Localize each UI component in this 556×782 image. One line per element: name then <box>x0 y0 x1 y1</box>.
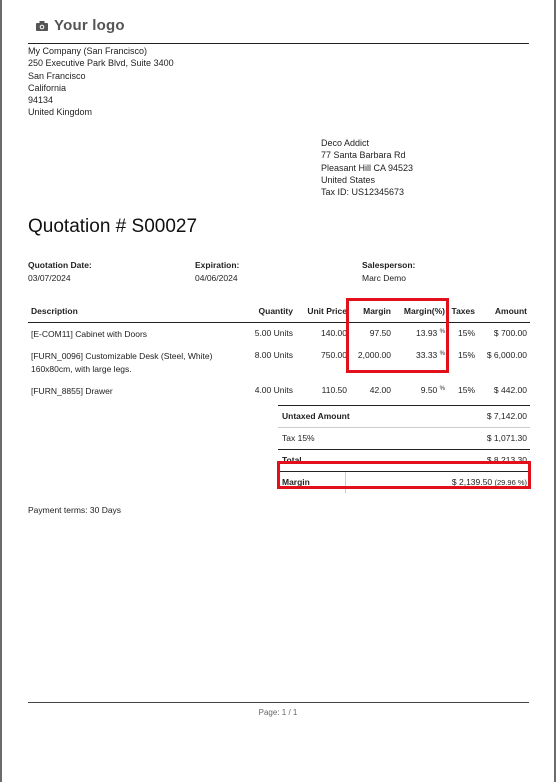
logo-text: Your logo <box>54 17 125 34</box>
company-logo <box>36 17 125 34</box>
company-city: San Francisco <box>28 70 86 81</box>
expiration-label: Expiration: <box>195 260 240 270</box>
salesperson-value: Marc Demo <box>362 273 406 283</box>
margin-total-highlight <box>277 461 531 489</box>
company-name: My Company (San Francisco) <box>28 46 148 56</box>
salesperson-block <box>362 259 415 285</box>
line-unit-price: 110.50 <box>321 385 347 395</box>
margin-columns-highlight <box>346 298 449 373</box>
customer-city: Pleasant Hill CA 94523 <box>321 162 414 173</box>
line-unit-price: 750.00 <box>321 350 347 360</box>
tax-value: $ 1,071.30 <box>370 428 530 450</box>
line-margin: 42.00 <box>369 385 391 395</box>
page-title: Quotation # S00027 <box>28 216 198 237</box>
table-row <box>28 323 530 346</box>
line-margin-percent: 33.33 % <box>416 350 445 360</box>
line-taxes: 15% <box>457 350 475 360</box>
customer-street: 77 Santa Barbara Rd <box>321 150 406 161</box>
margin-value: $ 2,139.50 (29.96 %) <box>346 472 531 494</box>
customer-tax-id: Tax ID: US12345673 <box>321 187 405 198</box>
column-header: Margin <box>350 304 394 323</box>
customer-address <box>321 137 413 198</box>
column-header: Amount <box>478 304 530 323</box>
untaxed-label: Untaxed Amount <box>278 406 370 428</box>
table-row <box>28 345 530 380</box>
column-header: Taxes <box>448 304 478 323</box>
table-header-row <box>28 304 530 323</box>
company-address <box>28 45 174 119</box>
customer-name: Deco Addict <box>321 138 370 148</box>
total-label: Total <box>278 450 370 472</box>
total-value: $ 8,213.30 <box>370 450 530 472</box>
column-header: Description <box>28 304 246 323</box>
line-margin-percent: 13.93 % <box>416 328 445 338</box>
line-taxes: 15% <box>457 328 475 338</box>
tax-row <box>278 428 530 450</box>
line-description: [FURN_0096] Customizable Desk (Steel, White) 160x80cm, with large legs. <box>31 351 213 374</box>
order-lines-table <box>28 304 530 402</box>
untaxed-row <box>278 406 530 428</box>
header-divider <box>28 43 529 44</box>
expiration-block <box>195 259 239 285</box>
margin-label: Margin <box>278 472 346 494</box>
untaxed-value: $ 7,142.00 <box>370 406 530 428</box>
line-margin: 2,000.00 <box>357 350 391 360</box>
column-header: Margin(%) <box>394 304 448 323</box>
company-state: California <box>28 82 67 93</box>
company-street: 250 Executive Park Blvd, Suite 3400 <box>28 58 174 69</box>
line-margin-percent: 9.50 % <box>420 385 445 395</box>
line-description: [E-COM11] Cabinet with Doors <box>31 329 148 339</box>
line-description: [FURN_8855] Drawer <box>31 386 113 396</box>
page-number: Page: 1 / 1 <box>258 708 298 717</box>
salesperson-label: Salesperson: <box>362 260 416 270</box>
quotation-date-value: 03/07/2024 <box>28 273 71 283</box>
footer-divider <box>28 702 529 703</box>
tax-label: Tax 15% <box>278 428 370 450</box>
line-unit-price: 140.00 <box>321 328 347 338</box>
company-zip: 94134 <box>28 95 54 106</box>
payment-terms: Payment terms: 30 Days <box>28 505 122 515</box>
quotation-date-block <box>28 259 92 285</box>
line-quantity: 8.00 Units <box>254 350 293 360</box>
column-header: Quantity <box>246 304 296 323</box>
line-amount: $ 700.00 <box>493 328 527 338</box>
page-border-left <box>0 0 2 782</box>
line-quantity: 5.00 Units <box>254 328 293 338</box>
line-amount: $ 442.00 <box>493 385 527 395</box>
line-taxes: 15% <box>457 385 475 395</box>
column-header: Unit Price <box>296 304 350 323</box>
line-amount: $ 6,000.00 <box>486 350 527 360</box>
company-country: United Kingdom <box>28 107 93 118</box>
customer-country: United States <box>321 174 376 185</box>
line-margin: 97.50 <box>369 328 391 338</box>
quotation-date-label: Quotation Date: <box>28 260 92 270</box>
camera-icon <box>36 21 48 31</box>
line-quantity: 4.00 Units <box>254 385 293 395</box>
expiration-value: 04/06/2024 <box>195 273 238 283</box>
table-row <box>28 380 530 402</box>
